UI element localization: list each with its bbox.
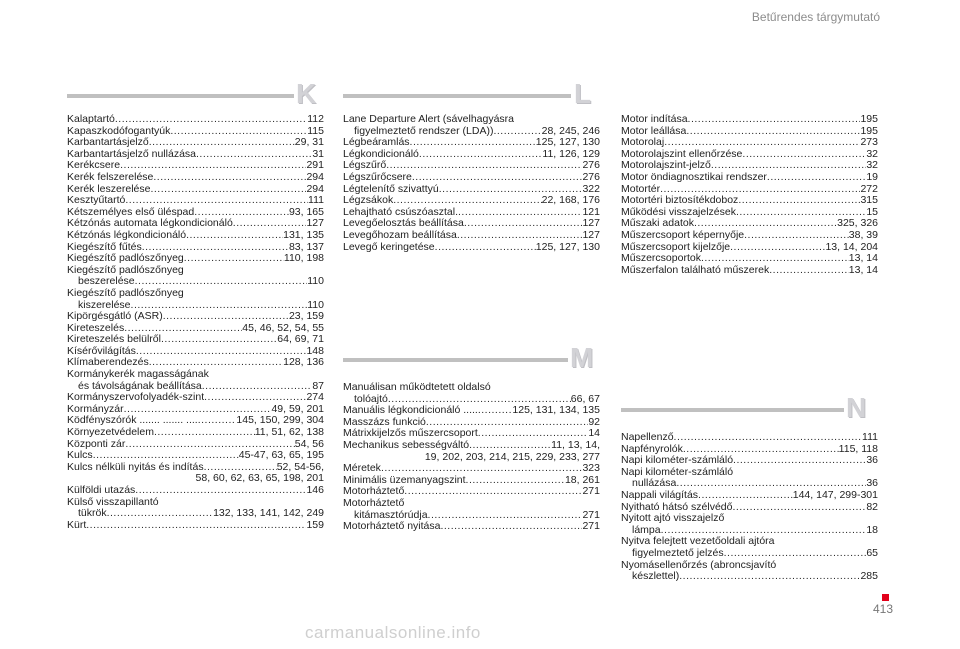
index-entry xyxy=(343,521,600,533)
index-entry-term: Kipörgésgátló (ASR) xyxy=(67,310,163,323)
index-entry-term: Motorolajszint-jelző xyxy=(621,159,711,172)
index-entry-term: Műszercsoportok xyxy=(621,252,701,265)
index-entry-pages: 315 xyxy=(860,194,878,207)
index-entry-pages: 23, 159 xyxy=(288,310,324,323)
index-entry xyxy=(343,463,600,475)
index-entry xyxy=(343,195,600,207)
index-entry-pages: 127 xyxy=(582,228,600,241)
index-entry-term: figyelmeztető rendszer (LDA)) xyxy=(354,124,494,137)
index-entry xyxy=(67,114,324,126)
index-entry-term: Műszaki adatok xyxy=(621,217,694,230)
index-entry-term: Kalaptartó xyxy=(67,113,115,125)
index-entry-term: kitámasztórúdja xyxy=(354,508,428,521)
letter-l-heading: L xyxy=(574,78,592,109)
index-entry-leader xyxy=(732,502,866,514)
index-entry-pages: 145, 150, 299, 304 xyxy=(236,414,324,427)
index-entry-pages: 276 xyxy=(582,170,600,183)
index-entry-term: Napi kilométer-számláló xyxy=(621,454,734,467)
index-entry-term: Levegő keringetése xyxy=(343,240,435,253)
index-entry-leader xyxy=(196,149,312,161)
index-entry-pages: 45, 46, 52, 54, 55 xyxy=(242,321,324,334)
index-entry-leader xyxy=(435,242,536,254)
index-column-n xyxy=(621,432,878,583)
index-entry-leader xyxy=(154,427,255,439)
index-entry-leader xyxy=(733,455,866,467)
index-entry-leader xyxy=(688,114,861,126)
index-entry xyxy=(621,265,878,277)
index-entry-leader xyxy=(404,486,582,498)
index-entry-pages: 19 xyxy=(866,170,878,183)
index-entry-pages: 144, 147, 299-301 xyxy=(792,488,878,501)
index-entry-term: Lehajtható csúszóasztal. xyxy=(343,205,458,218)
index-entry-term: Kulcs nélküli nyitás és indítás xyxy=(67,460,204,473)
index-entry-pages: 125, 131, 134, 135 xyxy=(512,404,600,417)
index-entry-pages: 111 xyxy=(862,431,878,443)
index-entry-term: Légkondicionáló xyxy=(343,147,419,160)
index-entry-pages: 92 xyxy=(588,415,600,428)
index-entry-leader xyxy=(381,463,583,475)
index-entry xyxy=(343,242,600,254)
index-entry xyxy=(621,172,878,184)
index-entry xyxy=(67,172,324,184)
index-entry xyxy=(621,114,878,126)
index-entry-pages: 13, 14 xyxy=(848,263,878,276)
index-entry-leader xyxy=(161,334,277,346)
index-entry-heading: Nyitott ajtó visszajelző xyxy=(621,512,725,525)
index-entry-term: Kerék leszerelése xyxy=(67,182,151,195)
index-entry-pages: 93, 165 xyxy=(288,205,324,218)
index-entry-leader xyxy=(738,195,860,207)
index-entry-leader xyxy=(410,137,536,149)
index-entry-term: Központi zár xyxy=(67,437,126,450)
letter-k-bar xyxy=(67,94,294,98)
index-entry-pages: 159 xyxy=(306,518,324,531)
index-entry-term: Műszerfalon található műszerek xyxy=(621,263,770,276)
index-entry-leader xyxy=(464,218,583,230)
index-entry xyxy=(621,253,878,265)
index-entry-leader xyxy=(679,571,860,583)
index-entry-term: Kiegészítő fűtés xyxy=(67,240,142,253)
index-entry-term: és távolságának beállítása xyxy=(78,379,202,392)
index-entry-leader xyxy=(184,253,284,265)
index-entry-term: Motortér xyxy=(621,182,661,195)
index-entry-pages: 132, 133, 141, 142, 249 xyxy=(213,507,324,520)
index-entry-pages: 128, 136 xyxy=(283,356,324,369)
index-column-l xyxy=(343,114,600,253)
index-entry-leader xyxy=(419,149,542,161)
index-entry-pages: 13, 14 xyxy=(848,252,878,265)
index-entry-leader xyxy=(428,510,583,522)
index-entry-pages: 115, 118 xyxy=(838,442,878,455)
index-entry-term: Légszűrő xyxy=(343,159,387,172)
index-entry-heading: Nyitva felejtett vezetőoldali ajtóra xyxy=(621,535,775,548)
index-entry-pages: 110 xyxy=(307,298,324,311)
index-entry-leader xyxy=(767,172,866,184)
index-entry-pages: 291 xyxy=(306,159,324,172)
index-column-m xyxy=(343,382,600,533)
index-entry-leader xyxy=(386,160,582,172)
index-entry-term: Levegőhozam beállítása xyxy=(343,228,457,241)
index-entry-continuation: 19, 202, 203, 214, 215, 229, 233, 277 xyxy=(424,450,600,463)
index-entry-leader xyxy=(186,230,283,242)
index-entry-leader xyxy=(769,265,849,277)
index-entry-pages: 13, 14, 204 xyxy=(825,240,878,253)
index-entry xyxy=(67,520,324,532)
index-entry-pages: 14 xyxy=(588,427,600,440)
index-entry-heading: Lane Departure Alert (sávelhagyásra xyxy=(343,113,515,125)
index-entry-term: Napellenző xyxy=(621,431,674,443)
index-entry-heading: Külső visszapillantó xyxy=(67,495,159,508)
index-entry xyxy=(67,508,324,520)
letter-n-heading: N xyxy=(846,392,867,423)
index-entry-leader xyxy=(136,346,307,358)
index-entry-leader xyxy=(730,242,825,254)
index-entry-pages: 45-47, 63, 65, 195 xyxy=(238,449,324,462)
index-entry-leader xyxy=(107,508,213,520)
letter-l-bar xyxy=(343,94,571,98)
index-entry-pages: 49, 59, 201 xyxy=(271,402,324,415)
index-entry-pages: 285 xyxy=(860,570,878,583)
index-entry-term: Légtelenítő szivattyú xyxy=(343,182,439,195)
index-entry-term: Motor öndiagnosztikai rendszer xyxy=(621,170,767,183)
index-entry-term: Légbeáramlás xyxy=(343,136,410,149)
index-entry xyxy=(67,230,324,242)
index-entry-leader xyxy=(701,253,849,265)
index-entry-term: Méretek xyxy=(343,462,381,475)
index-entry xyxy=(343,440,600,452)
index-entry-pages: 82 xyxy=(866,500,878,513)
index-entry-term: Környezetvédelem xyxy=(67,426,154,439)
index-entry-pages: 325, 326 xyxy=(837,217,878,230)
index-entry-pages: 11, 13, 14, xyxy=(551,438,600,451)
index-entry-heading: Kiegészítő padlószőnyeg xyxy=(67,263,184,276)
index-entry-pages: 11, 51, 62, 138 xyxy=(254,426,324,439)
index-entry-pages: 112 xyxy=(307,113,324,125)
index-entry-leader xyxy=(744,230,849,242)
index-entry-term: Masszázs funkció xyxy=(343,415,426,428)
index-entry-pages: 125, 127, 130 xyxy=(535,136,600,149)
index-entry-term: lámpa xyxy=(632,523,661,536)
index-entry-term: Műszercsoport kijelzője xyxy=(621,240,731,253)
index-entry-term: Nappali világítás xyxy=(621,488,699,501)
index-entry-leader xyxy=(440,521,582,533)
index-entry-term: Kísérővilágítás xyxy=(67,344,136,357)
index-entry xyxy=(67,427,324,439)
index-entry-term: tolóajtó xyxy=(354,392,388,405)
index-entry-pages: 18 xyxy=(866,523,878,536)
index-entry-term: Kétzónás automata légkondicionáló xyxy=(67,217,233,230)
index-entry-term: Motorháztető xyxy=(343,485,405,498)
index-entry-term: Motorolaj xyxy=(621,136,665,149)
index-entry-heading: Nyomásellenőrzés (abroncsjavító xyxy=(621,558,777,571)
index-entry-term: figyelmeztető jelzés xyxy=(632,546,724,559)
index-entry-term: Kireteszelés xyxy=(67,321,125,334)
index-entry-term: Mátrixkijelzős műszercsoport xyxy=(343,427,478,440)
index-entry-term: Levegőelosztás beállítása xyxy=(343,217,464,230)
index-entry-pages: 32 xyxy=(866,159,878,172)
index-entry xyxy=(621,432,878,444)
index-entry xyxy=(67,253,324,265)
index-entry-pages: 54, 56 xyxy=(294,437,324,450)
index-entry-term: nullázása xyxy=(632,477,677,490)
index-entry-term: Karbantartásjelző xyxy=(67,136,149,149)
index-entry-heading: Motorháztető xyxy=(343,496,405,509)
index-entry-pages: 323 xyxy=(582,462,600,475)
index-entry xyxy=(343,172,600,184)
index-entry xyxy=(343,230,600,242)
index-entry-pages: 110 xyxy=(307,275,324,288)
index-entry xyxy=(67,311,324,323)
index-entry-term: kiszerelése xyxy=(78,298,131,311)
page-end-mark xyxy=(882,594,889,601)
letter-n-bar xyxy=(621,408,844,412)
index-entry-leader xyxy=(724,548,867,560)
header-title: Betűrendes tárgymutató xyxy=(751,10,880,24)
index-entry-leader xyxy=(150,184,306,196)
index-entry-pages: 38, 39 xyxy=(848,228,878,241)
index-entry xyxy=(621,571,878,583)
index-entry xyxy=(67,485,324,497)
letter-k-heading: K xyxy=(296,78,317,109)
index-entry-pages: 66, 67 xyxy=(570,392,600,405)
index-column-m-cont xyxy=(621,114,878,276)
index-entry-leader xyxy=(135,485,306,497)
index-entry-heading: Kiegészítő padlószőnyeg xyxy=(67,286,184,299)
index-entry-pages: 52, 54-56, xyxy=(276,460,324,473)
index-entry-pages: 146 xyxy=(306,484,324,496)
index-entry-leader xyxy=(170,126,307,138)
index-entry-leader xyxy=(674,432,862,444)
index-entry-leader xyxy=(153,172,306,184)
index-entry-leader xyxy=(742,149,866,161)
index-entry-term: Légzsákok xyxy=(343,194,394,207)
index-entry-pages: 15 xyxy=(866,205,878,218)
index-entry-heading: Napi kilométer-számláló xyxy=(621,465,734,478)
index-entry-pages: 294 xyxy=(306,182,324,195)
index-entry-pages: 148 xyxy=(306,344,324,357)
index-entry-pages: 64, 69, 71 xyxy=(277,333,324,346)
index-entry-pages: 272 xyxy=(860,182,878,195)
index-entry-term: Motorháztető nyitása xyxy=(343,520,441,533)
index-entry-leader xyxy=(478,405,513,417)
index-entry-continuation: 58, 60, 62, 63, 65, 198, 201 xyxy=(195,472,324,485)
index-entry-pages: 294 xyxy=(306,170,324,183)
index-entry-pages: 36 xyxy=(866,477,878,490)
index-entry-term: beszerelése xyxy=(78,275,135,288)
index-entry-term: Műszercsoport képernyője xyxy=(621,228,745,241)
index-entry-pages: 127 xyxy=(306,217,324,230)
index-entry-pages: 28, 245, 246 xyxy=(541,124,600,137)
index-entry-pages: 31 xyxy=(312,147,324,160)
index-entry-leader xyxy=(198,415,237,427)
index-column-k xyxy=(67,114,324,531)
index-entry-term: Kerékcsere xyxy=(67,159,121,172)
index-entry-term: készlettel) xyxy=(632,570,680,583)
index-entry-term: Karbantartásjelző nullázása xyxy=(67,147,196,160)
index-entry-leader xyxy=(125,195,308,207)
index-entry-term: Kormányszervofolyadék-szint xyxy=(67,391,205,404)
index-entry-term: Kiegészítő padlószőnyeg xyxy=(67,252,184,265)
index-entry-leader xyxy=(163,311,289,323)
index-entry-heading: Manuálisan működtetett oldalsó xyxy=(343,381,491,393)
index-entry-term: Kormányzár xyxy=(67,402,124,415)
index-entry-term: Napfényrolók xyxy=(621,442,683,455)
index-entry-leader xyxy=(202,381,313,393)
index-entry-heading: Kormánykerék magasságának xyxy=(67,368,209,381)
index-entry-leader xyxy=(393,195,541,207)
index-entry-term: Nyitható hátsó szélvédő xyxy=(621,500,733,513)
index-entry-pages: 322 xyxy=(582,182,600,195)
index-entry-leader xyxy=(686,126,860,138)
index-entry-leader xyxy=(86,520,306,532)
index-entry-pages: 271 xyxy=(582,508,600,521)
index-entry-pages: 131, 135 xyxy=(283,228,324,241)
letter-m-bar xyxy=(343,358,568,362)
index-entry-pages: 127 xyxy=(582,217,600,230)
index-entry-leader xyxy=(457,230,583,242)
index-entry-pages: 271 xyxy=(582,520,600,533)
index-entry-term: Mechanikus sebességváltó xyxy=(343,438,470,451)
index-entry-leader xyxy=(493,126,541,138)
index-entry-pages: 32 xyxy=(866,147,878,160)
page-number: 413 xyxy=(872,602,893,616)
index-entry-term: Manuális légkondicionáló ..... xyxy=(343,404,478,417)
index-entry-leader xyxy=(466,475,565,487)
watermark: carmanualsonline.info xyxy=(305,623,481,642)
index-entry xyxy=(621,230,878,242)
index-entry-pages: 111 xyxy=(308,194,324,207)
index-entry-term: Külföldi utazás xyxy=(67,484,136,496)
index-entry-term: Motor indítása xyxy=(621,113,688,125)
index-entry-term: tükrök xyxy=(78,507,107,520)
index-entry-pages: 83, 137 xyxy=(288,240,324,253)
index-entry-term: Kapaszkodófogantyúk xyxy=(67,124,171,137)
index-entry-term: Minimális üzemanyagszint xyxy=(343,473,466,486)
index-entry-term: Kürt xyxy=(67,518,87,531)
index-entry-pages: 271 xyxy=(582,485,600,498)
index-entry-leader xyxy=(115,114,307,126)
index-entry-term: Motor leállása xyxy=(621,124,687,137)
index-entry-term: Motortéri biztosítékdoboz xyxy=(621,194,739,207)
index-entry-pages: 125, 127, 130 xyxy=(535,240,600,253)
index-entry-pages: 273 xyxy=(860,136,878,149)
index-entry-term: Kulcs xyxy=(67,449,93,462)
letter-m-heading: M xyxy=(570,342,594,373)
index-entry xyxy=(67,195,324,207)
index-entry-pages: 195 xyxy=(860,113,878,125)
index-entry-term: Kesztyűtartó xyxy=(67,194,126,207)
index-entry xyxy=(621,195,878,207)
index-entry xyxy=(621,490,878,502)
index-entry-leader xyxy=(412,172,583,184)
index-entry-leader xyxy=(698,490,793,502)
index-entry-term: Kireteszelés belülről xyxy=(67,333,161,346)
index-entry-pages: 11, 126, 129 xyxy=(542,147,600,160)
index-entry-term: Működési visszajelzések xyxy=(621,205,736,218)
index-entry-pages: 87 xyxy=(312,379,324,392)
index-entry-term: Kétszemélyes első üléspad xyxy=(67,205,195,218)
index-entry-term: Kerék felszerelése xyxy=(67,170,154,183)
index-entry-term: Klímaberendezés xyxy=(67,356,149,369)
index-entry-pages: 22, 168, 176 xyxy=(541,194,600,207)
index-entry-leader xyxy=(469,440,551,452)
index-entry-pages: 110, 198 xyxy=(283,252,324,265)
index-entry-pages: 274 xyxy=(306,391,324,404)
index-entry-pages: 195 xyxy=(860,124,878,137)
index-entry-pages: 18, 261 xyxy=(564,473,600,486)
index-entry-pages: 121 xyxy=(582,205,600,218)
index-entry-leader xyxy=(458,207,582,219)
index-entry-pages: 276 xyxy=(582,159,600,172)
index-entry-term: Motorolajszint ellenőrzése xyxy=(621,147,743,160)
index-entry xyxy=(621,548,878,560)
index-entry-term: Légszűrőcsere xyxy=(343,170,412,183)
index-entry-pages: 65 xyxy=(866,546,878,559)
index-entry-term: Ködfényszórók ....... ....... .... xyxy=(67,414,198,427)
index-entry-term: Kétzónás légkondicionáló xyxy=(67,228,187,241)
index-entry-pages: 36 xyxy=(866,454,878,467)
index-entry-pages: 29, 31 xyxy=(294,136,324,149)
index-entry-pages: 115 xyxy=(307,124,324,137)
